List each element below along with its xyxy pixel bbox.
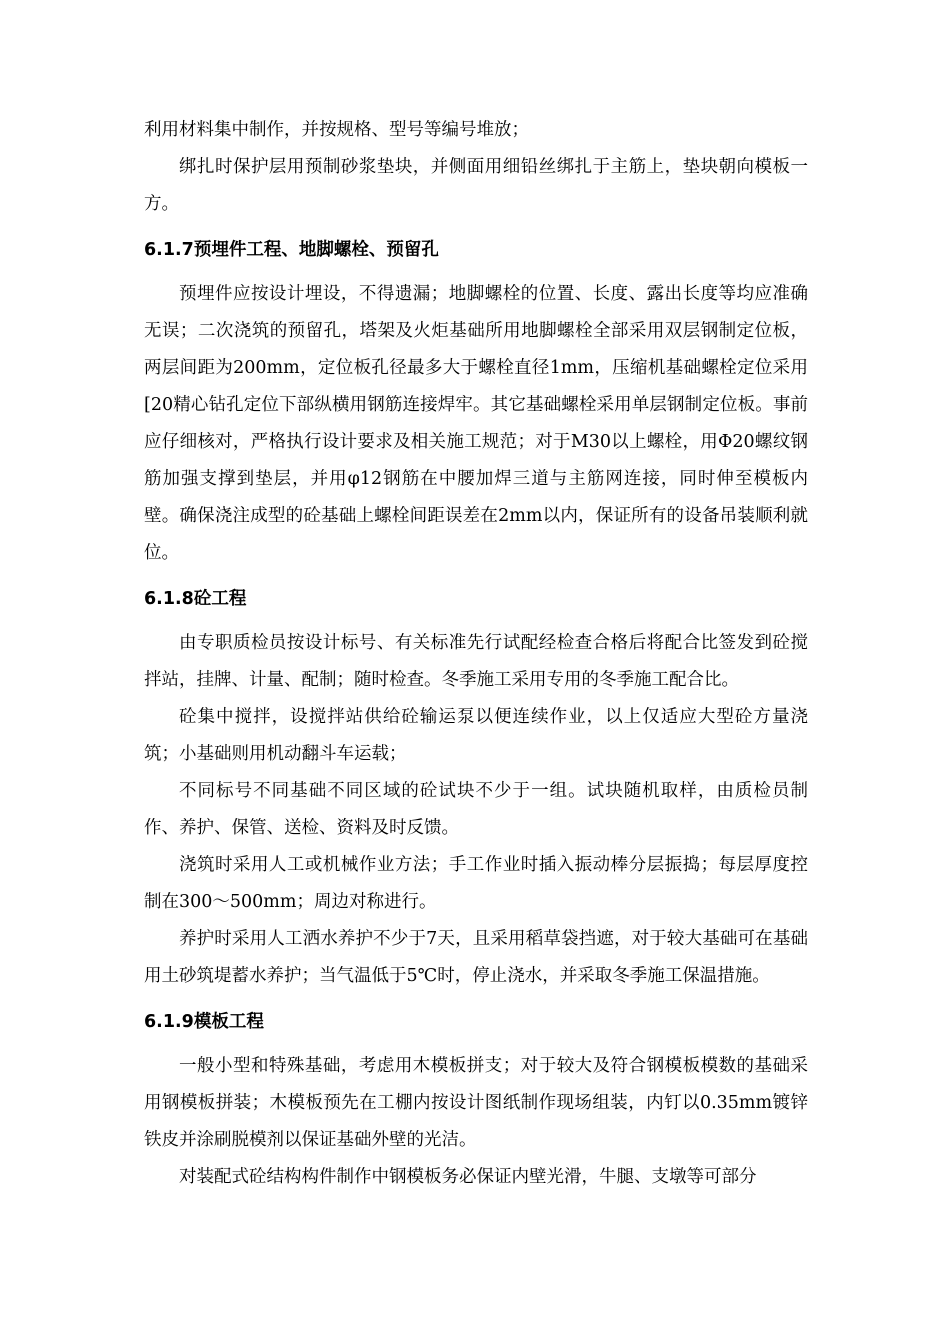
paragraph: 一般小型和特殊基础，考虑用木模板拼支；对于较大及符合钢模板模数的基础采用钢模板拼装；木模板预先在工棚内按设计图纸制作现场组装，内钉以0.35mm镀锌铁皮并涂刷脱模剂以保证基础外壁的光洁。 <box>144 1056 808 1150</box>
paragraph: 由专职质检员按设计标号、有关标准先行试配经检查合格后将配合比签发到砼搅拌站，挂牌、计量、配制；随时检查。冬季施工采用专用的冬季施工配合比。 <box>144 633 808 690</box>
paragraph: 绑扎时保护层用预制砂浆垫块，并侧面用细铅丝绑扎于主筋上，垫块朝向模板一方。 <box>144 157 808 214</box>
section-heading: 6.1.8砼工程 <box>144 589 247 609</box>
paragraph: 养护时采用人工洒水养护不少于7天，且采用稻草袋挡遮，对于较大基础可在基础用土砂筑堤蓄水养护；当气温低于5℃时，停止浇水，并采取冬季施工保温措施。 <box>144 929 808 986</box>
paragraph: 利用材料集中制作，并按规格、型号等编号堆放； <box>144 120 529 140</box>
section-heading: 6.1.7预埋件工程、地脚螺栓、预留孔 <box>144 240 439 260</box>
paragraph: 砼集中搅拌，设搅拌站供给砼输运泵以便连续作业，以上仅适应大型砼方量浇筑；小基础则用机动翻斗车运载； <box>144 707 808 764</box>
paragraph: 对装配式砼结构构件制作中钢模板务必保证内壁光滑，牛腿、支墩等可部分 <box>179 1167 757 1187</box>
paragraph: 预埋件应按设计埋设，不得遗漏；地脚螺栓的位置、长度、露出长度等均应准确无误；二次浇筑的预留孔，塔架及火炬基础所用地脚螺栓全部采用双层钢制定位板，两层间距为200mm，定位板孔径最多大于螺栓直径1mm，压缩机基础螺栓定位采用[20精心钻孔定位下部纵横用钢筋连接焊牢。其它基础螺栓采用单层钢制定位板。事前应仔细核对，严格执行设计要求及相关施工规范；对于M30以上螺栓，用Φ20螺纹钢筋加强支撑到垫层，并用φ12钢筋在中腰加焊三道与主筋网连接，同时伸至模板内壁。确保浇注成型的砼基础上螺栓间距误差在2mm以内，保证所有的设备吊装顺利就位。 <box>144 284 808 563</box>
paragraph: 浇筑时采用人工或机械作业方法；手工作业时插入振动棒分层振捣；每层厚度控制在300～500mm；周边对称进行。 <box>144 855 808 912</box>
paragraph: 不同标号不同基础不同区域的砼试块不少于一组。试块随机取样，由质检员制作、养护、保管、送检、资料及时反馈。 <box>144 781 808 838</box>
document-body <box>144 112 808 1196</box>
section-heading: 6.1.9模板工程 <box>144 1012 264 1032</box>
